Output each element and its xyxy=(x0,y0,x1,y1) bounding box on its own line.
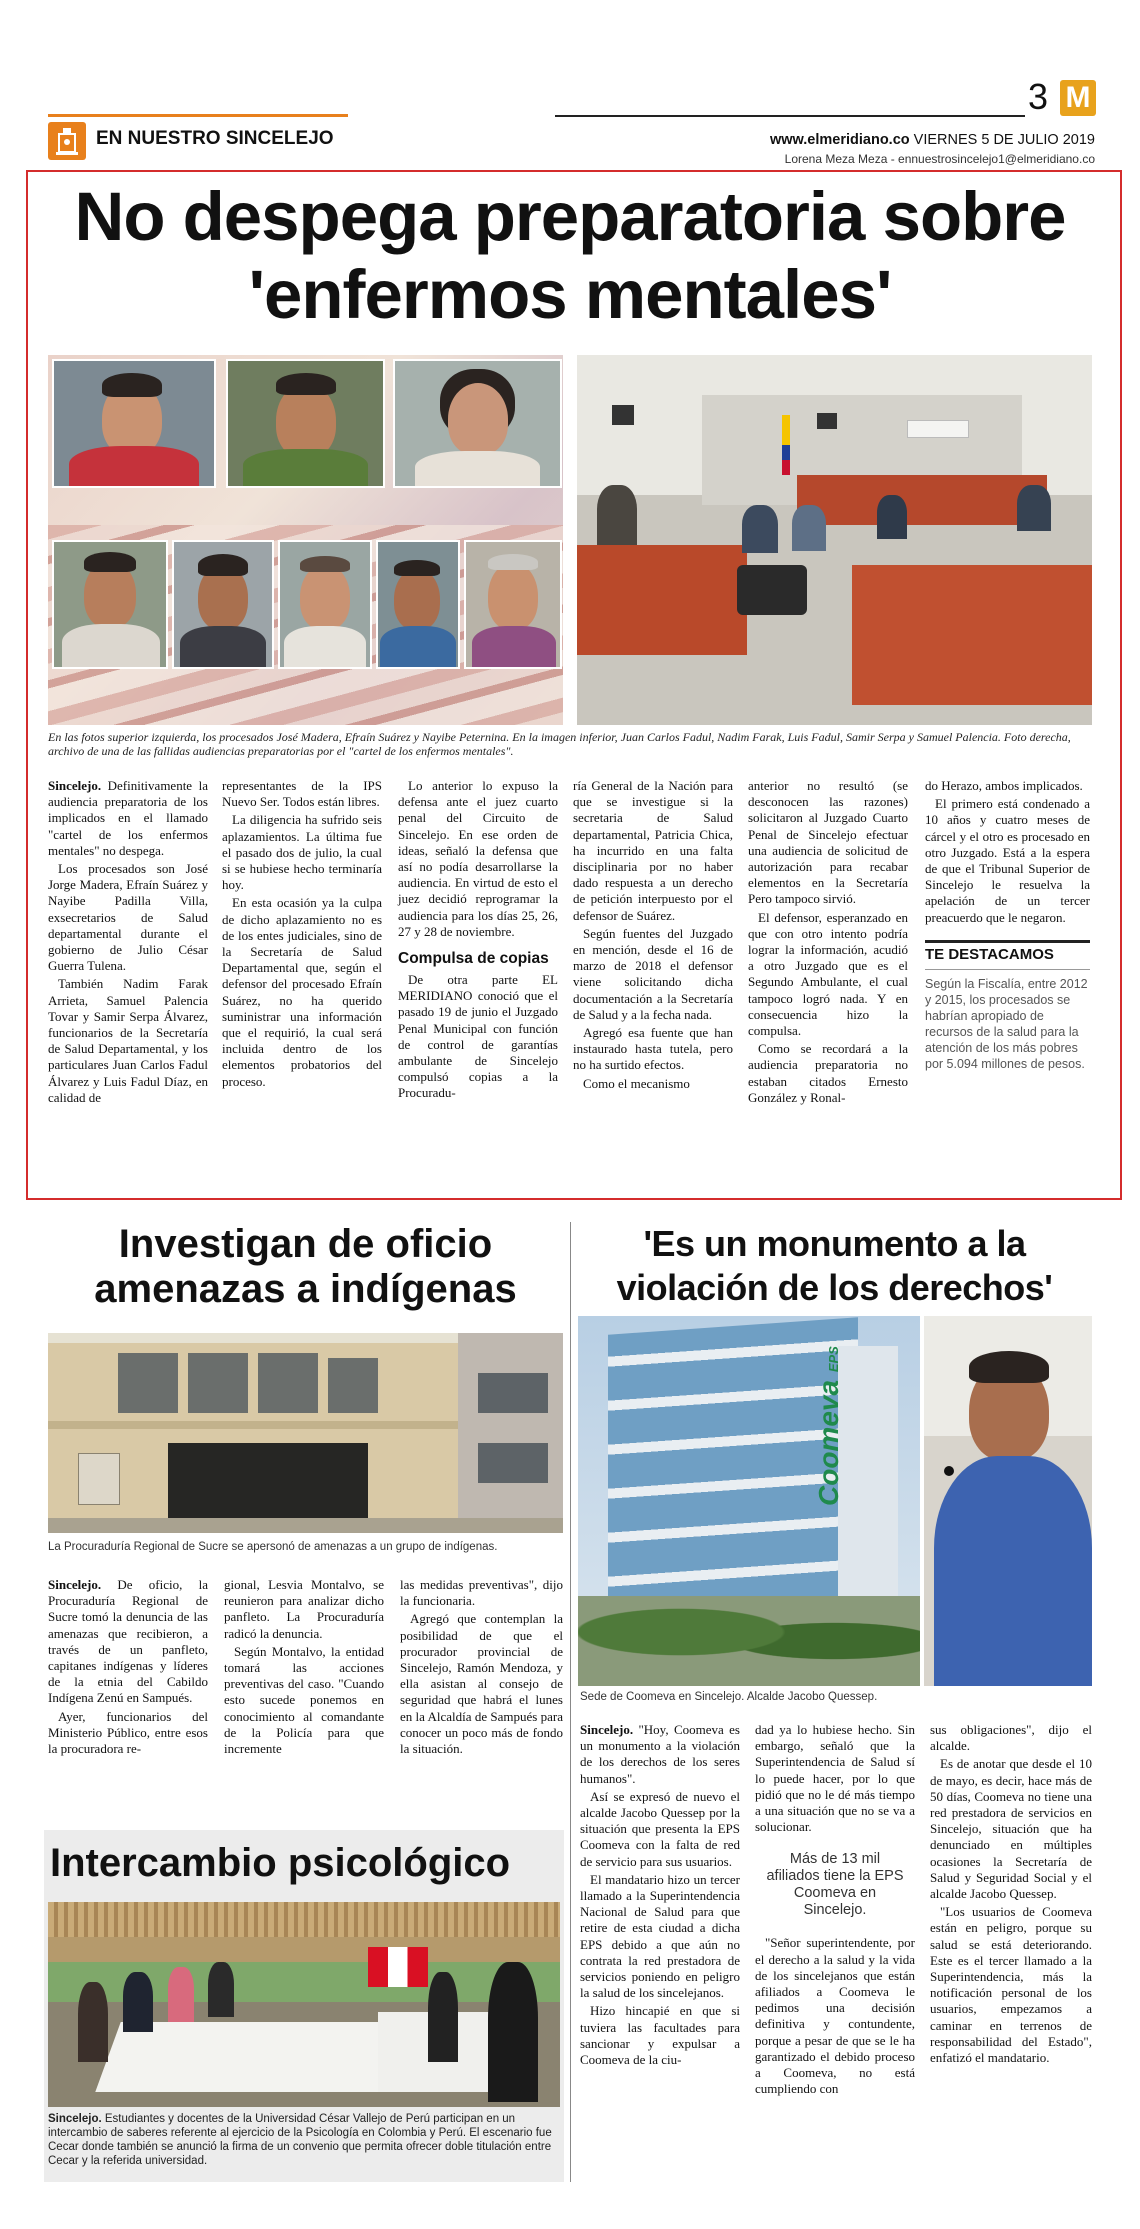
main-column-6: do Herazo, ambos implicados. El primero está condenado a 10 años y cuatro meses de cárcel y el otro es procesado en otro Juzgado. Está a la espera de que el Tribunal Superior de Sincelejo le resuelva la apelación de un tercer preacuerdo que le negaron. TE DESTACAMOS Según la Fiscalía, entre 2012 y 2015, los procesados se habrían apropiado de recursos de la salud para la atención de los más pobres por 5.094 millones de pesos. xyxy=(925,778,1090,1072)
header-dateline xyxy=(700,132,1095,148)
dateline: Sincelejo. xyxy=(48,778,102,793)
peru-flag xyxy=(368,1947,428,1987)
pull-quote: Más de 13 mil afiliados tiene la EPS Coomeva en Sincelejo. xyxy=(766,1851,904,1919)
bell-tower-icon xyxy=(48,122,86,160)
indigenas-column-2: gional, Lesvia Montalvo, se reunieron para analizar dicho panfleto. La Procuraduría radicó la denuncia. Según Montalvo, la entidad tomará las acciones preventivas del caso. "Cuando esto sucede ponemos en conocimiento al comandante de la Policía para que incremente xyxy=(224,1577,384,1757)
flag xyxy=(782,415,790,475)
coomeva-building-photo xyxy=(578,1316,920,1686)
indigenas-column-3: las medidas preventivas", dijo la funcionaria. Agregó que contemplan la posibilidad de que el procurador provincial de Sincelejo, Ramón Mendoza, y ella asistan al consejo de seguridad que habrá el lunes en la Alcaldía de Sampués para conocer un poco más de fondo la situación. xyxy=(400,1577,563,1757)
coomeva-headline: 'Es un monumento a la violación de los derechos' xyxy=(616,1223,1053,1308)
intercambio-caption: Sincelejo. Estudiantes y docentes de la Universidad César Vallejo de Perú participan en un intercambio de saberes referente al ejercicio de la Psicología en Colombia y Perú. El escenario fue Cecar donde también se anunció la firma de un convenio que permita ofrecer doble titulación entre Cecar y la referida universidad. xyxy=(48,2113,552,2167)
ac-unit xyxy=(907,420,969,438)
defendants-collage xyxy=(48,355,563,725)
indigenas-headline: Investigan de oficio amenazas a indígenas xyxy=(94,1222,517,1311)
indigenas-caption: La Procuraduría Regional de Sucre se apersonó de amenazas a un grupo de indígenas. xyxy=(48,1541,498,1553)
portrait-samuel-palencia xyxy=(464,540,562,669)
main-photo-caption: En las fotos superior izquierda, los procesados José Madera, Efraín Suárez y Nayibe Peternina. En la imagen inferior, Juan Carlos Fadul, Nadim Farak, Luis Fadul, Samir Serpa y Samuel Palencia. Foto derecha, archivo de una de las fallidas audiencias preparatorias por el "cartel de los enfermos mentales". xyxy=(48,730,1071,758)
judge-bench xyxy=(797,475,1047,525)
section-header xyxy=(48,112,348,162)
coomeva-column-2: dad ya lo hubiese hecho. Sin embargo, señaló que la Superintendencia de Salud sí lo puede hacer, por lo que pidió que no le dé más tiempo a una situación que no se va a solucionar. Más de 13 mil afiliados tiene la EPS Coomeva en Sincelejo. "Señor superintendente, por el derecho a la salud y la vida de los sincelejanos que están afiliados a Coomeva le pedimos una decisión definitiva y contundente, porque a pesar de que se le ha garantizado el debido proceso a Coomeva, no está cumpliendo con xyxy=(755,1722,915,2097)
palm-trees xyxy=(578,1596,920,1686)
main-column-2: representantes de la IPS Nuevo Ser. Todos están libres. La diligencia ha sufrido seis aplazamientos. La última fue el pasado dos de julio, la cual si se hubiese hecho terminaría hoy. En esta ocasión ya la culpa de dicho aplazamiento no es de los entes judiciales, sino de la Secretaría de Salud Departamental que, según el defensor del procesado Efraín Suárez, no ha querido suministrar una información que el requirió, la cual será incluida dentro de los elementos probatorios del proceso. xyxy=(222,778,382,1089)
thatched-roof xyxy=(48,1902,560,1937)
issue-date: VIERNES 5 DE JULIO 2019 xyxy=(913,132,1095,148)
indigenas-column-1: Sincelejo. De oficio, la Procuraduría Regional de Sucre tomó la denuncia de las amenazas que recibieron, a través de un panfleto, capitanes indígenas y líderes de la etnia del Cabildo Indígena Zenú en Sampués. Ayer, funcionarios del Ministerio Público, entre esos la procuradora re- xyxy=(48,1577,208,1757)
main-column-1: Sincelejo. Definitivamente la audiencia preparatoria de los implicados en el llamado "cartel de los enfermos mentales" no despega. Los procesados son José Jorge Madera, Efraín Suárez y Nayibe Padilla Villa, exsecretarios de Salud departamental durante el gobierno de Julio César Guerra Tulena. También Nadim Farak Arrieta, Samuel Palencia Tovar y Samir Serpa Álvarez, funcionarios de la Secretaría de Salud Departamental, y los particulares Juan Carlos Fadul Álvarez y Luis Fadul Díaz, en calidad de xyxy=(48,778,208,1105)
column-divider xyxy=(570,1222,571,2182)
highlight-box xyxy=(925,940,1090,1072)
main-column-4: ría General de la Nación para que se investigue si la secretaria de Salud departamental, Patricia Chica, ha incurrido en una falta disciplinaria por no haber dado respuesta a un derecho de petición interpuesto por el defensor de Suárez. Según fuentes del Juzgado en mención, desde el 16 de marzo de 2018 el defensor viene solicitando dicha documentación a la Secretaría de Salud y a la fecha nada. Agregó esa fuente que han instaurado hasta tutela, pero no ha surtido efectos. Como el mecanismo xyxy=(573,778,733,1091)
alcalde-portrait xyxy=(924,1316,1092,1686)
portrait-nayibe-peternina xyxy=(393,359,562,488)
blue-shirt xyxy=(934,1456,1092,1686)
coomeva-sign: Coomeva EPS xyxy=(813,1346,844,1506)
portrait-nadim-farak xyxy=(172,540,274,669)
coomeva-column-1: Sincelejo. "Hoy, Coomeva es un monumento a la violación de los derechos de los seres humanos". Así se expresó de nuevo el alcalde Jacobo Quessep por la situación que presenta la EPS Coomeva con la falta de red de servicio para sus usuarios. El mandatario hizo un tercer llamado a la Superintendencia Nacional de Salud para que retire de esta ciudad a dicha EPS debido a que aún no contrata la red prestadora de servicios poniendo en peligro la salud de los sincelejanos. Hizo hincapié en que si tuviera las facultades para sancionar y expulsar a Coomeva de la ciu- xyxy=(580,1722,740,2068)
highlight-text: Según la Fiscalía, entre 2012 y 2015, los procesados se habrían apropiado de recursos de la salud para la atención de los más pobres por 5.094 millones de pesos. xyxy=(925,977,1088,1072)
procuraduria-building-photo xyxy=(48,1333,563,1533)
meeting-table xyxy=(95,2022,420,2092)
website[interactable]: www.elmeridiano.co xyxy=(769,132,910,148)
coomeva-column-3: sus obligaciones", dijo el alcalde. Es de anotar que desde el 10 de mayo, es decir, hace más de 50 días, Coomeva no tiene una red prestadora de servicios en Sincelejo, situación que ha denunciado en múltiples ocasiones la Secretaría de Salud y Seguridad Social y el alcalde Jacobo Quessep. "Los usuarios de Coomeva están en peligro, porque su salud se está deteriorando. Este es el tercer llamado a la Superintendencia, más la notificación personal de los usuarios, empezamos a caminar en terrenos de responsabilidad del Estado", enfatizó el mandatario. xyxy=(930,1722,1092,2066)
highlight-title: TE DESTACAMOS xyxy=(925,945,1054,963)
section-title: EN NUESTRO SINCELEJO xyxy=(96,128,334,149)
wall-speaker xyxy=(612,405,634,425)
intercambio-photo xyxy=(48,1902,560,2107)
newspaper-logo: M xyxy=(1060,80,1096,116)
microphone-icon xyxy=(944,1466,954,1476)
header-rule xyxy=(48,114,348,117)
portrait-juan-carlos-fadul xyxy=(52,540,168,669)
portrait-samir-serpa xyxy=(376,540,460,669)
courtroom-desk-left xyxy=(577,545,747,655)
main-column-5: anterior no resultó (se desconocen las razones) solicitaron al Juzgado Cuarto Penal de Sincelejo efectuar una audiencia de solicitud de autorización para recabar elementos en la Secretaría Pero tampoco sirvió. El defensor, esperanzado en que con otro intento podría lograr la información, acudió a otro Juzgado que es el Segundo Ambulante, el cual tampoco logró nada. Y en consecuencia hizo la compulsa. Como se recordará a la audiencia preparatoria no estaban citados Ernesto González y Ronal- xyxy=(748,778,908,1105)
main-headline: No despega preparatoria sobre 'enfermos mentales' xyxy=(74,178,1066,333)
top-rule xyxy=(555,115,1025,117)
coomeva-caption: Sede de Coomeva en Sincelejo. Alcalde Jacobo Quessep. xyxy=(580,1691,878,1703)
byline: Lorena Meza Meza - ennuestrosincelejo1@elmeridiano.co xyxy=(784,152,1095,166)
portrait-luis-fadul xyxy=(278,540,372,669)
main-column-3: Lo anterior lo expuso la defensa ante el juez cuarto penal del Circuito de Sincelejo. En ese orden de ideas, señaló la defensa que así no podía desarrollarse la audiencia. En virtud de esto el juez decidió reprogramar la audiencia para los días 25, 26, 27 y 28 de noviembre. Compulsa de copias De otra parte EL MERIDIANO conoció que el pasado 19 de junio el Juzgado Penal Municipal con función de control de garantías ambulante de Sincelejo compulsó copias a la Procuradu- xyxy=(398,778,558,1101)
page-number: 3 xyxy=(1028,76,1049,117)
intercambio-headline: Intercambio psicológico xyxy=(50,1841,511,1885)
hearing-room-photo xyxy=(577,355,1092,725)
courtroom-desk-right xyxy=(852,565,1092,705)
subhead-compulsa: Compulsa de copias xyxy=(398,950,549,968)
portrait-efrain-suarez xyxy=(226,359,385,488)
portrait-jose-madera xyxy=(52,359,216,488)
